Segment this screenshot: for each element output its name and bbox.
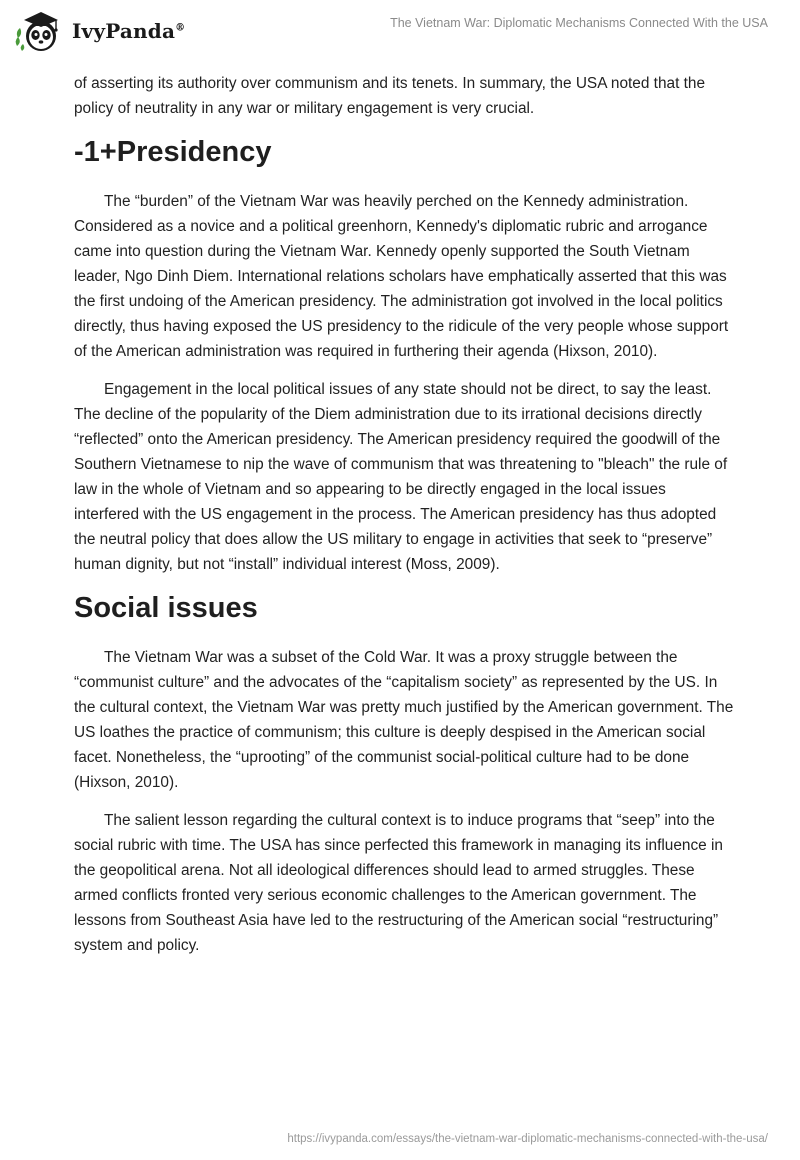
page-header (0, 0, 800, 68)
panda-graduate-icon (14, 8, 66, 54)
essay-body (74, 71, 734, 971)
paragraph: The Vietnam War was a subset of the Cold War. It was a proxy struggle between the “communist culture” and the advocates of the “capitalism society” as represented by the US. In the cultural context, the Vietnam War was pretty much justified by the American government. The US loathes the practice of communism; this culture is deeply despised in the American social facet. Nonetheless, the “uprooting” of the communist social-political culture had to be done (Hixson, 2010). (74, 649, 734, 791)
brand-name: IvyPanda® (72, 19, 186, 43)
paragraph: Engagement in the local political issues of any state should not be direct, to say the least. The decline of the popularity of the Diem administration due to its irrational decisions directly “reflected” onto the American presidency. The American presidency required the goodwill of the Southern Vietnamese to nip the wave of communism that was threatening to "bleach" the rule of law in the whole of Vietnam and so appearing to be directly engaged in the local issues interfered with the US engagement in the process. The American presidency has thus adopted the neutral policy that does allow the US military to engage in activities that seek to “preserve” human dignity, but not “install” individual interest (Moss, 2009). (74, 381, 728, 573)
paragraph: The “burden” of the Vietnam War was heavily perched on the Kennedy administration. Considered as a novice and a political greenhorn, Kennedy's diplomatic rubric and arrogance came into question during the Vietnam War. Kennedy openly supported the South Vietnam leader, Ngo Dinh Diem. International relations scholars have emphatically asserted that this was the first undoing of the American presidency. The administration got involved in the local politics directly, thus having exposed the US presidency to the ridicule of the very people whose support of the American administration was required in furthering their agenda (Hixson, 2010). (74, 193, 729, 360)
section-heading-social-issues: Social issues (74, 592, 258, 624)
ivypanda-logo[interactable] (14, 8, 185, 54)
section-heading-presidency: -1+Presidency (74, 136, 272, 168)
intro-paragraph: of asserting its authority over communism and its tenets. In summary, the USA noted that the policy of neutrality in any war or military engagement is very crucial. (74, 75, 706, 117)
document-title: The Vietnam War: Diplomatic Mechanisms Connected With the USA (390, 16, 768, 30)
paragraph: The salient lesson regarding the cultural context is to induce programs that “seep” into the social rubric with time. The USA has since perfected this framework in managing its influence in the geopolitical arena. Not all ideological differences should lead to armed struggles. These armed conflicts fronted very serious economic challenges to the American government. The lessons from Southeast Asia have led to the restructuring of the American social “restructuring” system and policy. (74, 812, 723, 954)
source-url[interactable]: https://ivypanda.com/essays/the-vietnam-war-diplomatic-mechanisms-connected-with-the-usa/ (287, 1133, 768, 1145)
